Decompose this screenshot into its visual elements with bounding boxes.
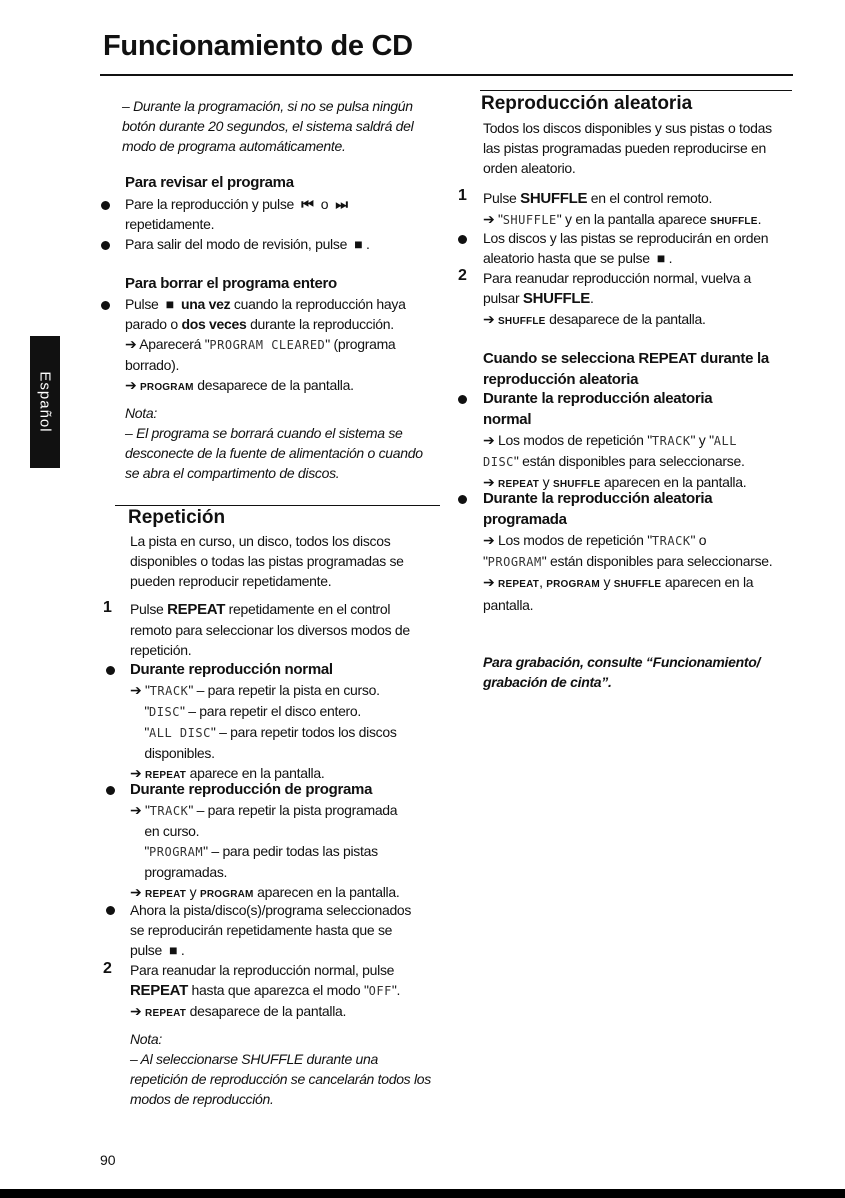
repeat-normal-modes bbox=[130, 659, 397, 786]
step-number: 1 bbox=[103, 599, 112, 616]
text-segment: disponibles. bbox=[130, 745, 215, 761]
text-segment: Durante reproducción normal bbox=[130, 661, 333, 678]
text-segment: . bbox=[177, 942, 185, 958]
display-indicator: SHUFFLE bbox=[552, 479, 601, 490]
text-segment: ➔ bbox=[130, 884, 146, 900]
text-segment: " – para repetir todos los discos bbox=[210, 724, 397, 740]
text-segment: repetición de reproducción se cancelarán todos los bbox=[130, 1071, 431, 1087]
text-segment: Pulse bbox=[130, 601, 168, 617]
section-rule bbox=[115, 505, 440, 506]
text-segment: pueden reproducir repetidamente. bbox=[130, 573, 332, 589]
display-text: SHUFFLE bbox=[502, 213, 557, 227]
text-segment: Para salir del modo de revisión, pulse bbox=[125, 236, 355, 252]
text-segment: " – para repetir la pista en curso. bbox=[188, 682, 380, 698]
text-segment: . bbox=[590, 290, 594, 306]
text-segment: o bbox=[313, 196, 336, 212]
shuffle-step-1 bbox=[483, 188, 761, 232]
repeat-step-2 bbox=[130, 960, 400, 1024]
bullet-icon bbox=[106, 666, 115, 675]
text-segment: desconecte de la fuente de alimentación o cuando bbox=[125, 445, 423, 461]
text-segment: modos de reproducción. bbox=[130, 1091, 274, 1107]
shuffle-step-2 bbox=[483, 268, 751, 332]
text-segment: " y en la pantalla aparece bbox=[556, 211, 711, 227]
display-text: DISC bbox=[483, 455, 514, 469]
text-segment: remoto para seleccionar los diversos modos de bbox=[130, 622, 410, 638]
heading-shuffle: Reproducción aleatoria bbox=[481, 93, 693, 114]
text-segment: aleatorio hasta que se pulse bbox=[483, 250, 657, 266]
display-text: PROGRAM CLEARED bbox=[209, 338, 326, 352]
text-segment: " bbox=[483, 553, 488, 569]
text-segment: en el control remoto. bbox=[587, 190, 713, 206]
text-segment: borrado). bbox=[125, 357, 180, 373]
text-segment: " (programa bbox=[325, 336, 396, 352]
text-segment: SHUFFLE bbox=[520, 190, 588, 207]
text-segment: repetición. bbox=[130, 642, 192, 658]
text-segment: orden aleatorio. bbox=[483, 160, 576, 176]
text-segment: REPEAT bbox=[167, 601, 226, 618]
text-segment: ➔ bbox=[483, 574, 499, 590]
text-segment: REPEAT bbox=[130, 982, 188, 999]
bullet-icon bbox=[106, 786, 115, 795]
shuffle-info bbox=[483, 228, 768, 268]
text-segment: ➔ bbox=[125, 377, 141, 393]
display-indicator: REPEAT bbox=[498, 479, 540, 490]
section-rule bbox=[480, 90, 792, 91]
text-segment: Durante reproducción de programa bbox=[130, 781, 373, 798]
text-segment: ". bbox=[391, 982, 401, 998]
text-segment bbox=[174, 296, 181, 312]
text-segment: " – para pedir todas las pistas bbox=[203, 843, 378, 859]
clear-note bbox=[125, 423, 423, 483]
text-segment: Pare la reproducción y pulse bbox=[125, 196, 302, 212]
text-segment: – Al seleccionarse SHUFFLE durante una bbox=[130, 1051, 378, 1067]
text-segment: desaparece de la pantalla. bbox=[193, 377, 354, 393]
text-segment: durante la reproducción. bbox=[246, 316, 394, 332]
text-segment: Durante la reproducción aleatoria bbox=[483, 390, 713, 407]
shuffle-program-repeat bbox=[483, 488, 772, 615]
text-segment: La pista en curso, un disco, todos los discos bbox=[130, 533, 391, 549]
text-segment: ■ bbox=[354, 236, 363, 252]
text-segment: " están disponibles para seleccionarse. bbox=[541, 553, 773, 569]
text-segment: aparecen en la pantalla. bbox=[600, 474, 747, 490]
text-segment: reproducción aleatoria bbox=[483, 371, 639, 388]
text-segment: aparecen en la pantalla. bbox=[253, 884, 400, 900]
text-segment: ➔ Los modos de repetición " bbox=[483, 532, 652, 548]
display-text: TRACK bbox=[149, 804, 189, 818]
display-indicator: REPEAT bbox=[145, 770, 187, 781]
text-segment: ➔ Aparecerá " bbox=[125, 336, 210, 352]
text-segment: ➔ " bbox=[483, 211, 503, 227]
text-segment: Todos los discos disponibles y sus pistas o todas bbox=[483, 120, 772, 136]
text-segment: ■ bbox=[656, 250, 666, 266]
title-rule bbox=[100, 74, 793, 76]
heading-review-program: Para revisar el programa bbox=[125, 174, 294, 191]
text-segment: desaparece de la pantalla. bbox=[545, 311, 706, 327]
text-segment: y bbox=[599, 574, 614, 590]
step-number: 2 bbox=[458, 267, 467, 284]
note-label: Nota: bbox=[130, 1031, 162, 1047]
page-title: Funcionamiento de CD bbox=[103, 30, 413, 62]
text-segment: ➔ bbox=[483, 474, 499, 490]
text-segment: " – para repetir el disco entero. bbox=[179, 703, 361, 719]
display-indicator: REPEAT bbox=[145, 889, 187, 900]
step-number: 2 bbox=[103, 960, 112, 977]
text-segment: " y " bbox=[690, 432, 714, 448]
programming-timeout-note bbox=[122, 96, 413, 156]
display-text: ALL bbox=[713, 434, 737, 448]
text-segment: ■ bbox=[165, 296, 174, 312]
heading-repeat: Repetición bbox=[128, 507, 226, 528]
language-tab bbox=[30, 336, 60, 468]
shuffle-normal-repeat bbox=[483, 388, 746, 495]
bullet-icon bbox=[458, 395, 467, 404]
review-step-2 bbox=[125, 234, 370, 254]
text-segment: aparece en la pantalla. bbox=[186, 765, 325, 781]
bottom-bar bbox=[0, 1189, 845, 1198]
repeat-program-modes bbox=[130, 779, 399, 905]
text-segment: repetidamente. bbox=[125, 216, 215, 232]
bullet-icon bbox=[458, 495, 467, 504]
text-segment: aparecen en la bbox=[661, 574, 754, 590]
text-segment: cuando la reproducción haya bbox=[230, 296, 406, 312]
text-segment: " – para repetir la pista programada bbox=[188, 802, 398, 818]
text-segment: . bbox=[757, 211, 762, 227]
text-segment: . bbox=[665, 250, 673, 266]
text-segment: ➔ bbox=[130, 765, 146, 781]
display-indicator: PROGRAM bbox=[546, 579, 600, 590]
text-segment: ⏭ bbox=[335, 196, 348, 212]
text-segment: y bbox=[186, 884, 200, 900]
display-indicator: SHUFFLE bbox=[710, 216, 758, 227]
text-segment: pulse bbox=[130, 942, 170, 958]
bullet-icon bbox=[106, 906, 115, 915]
text-segment: botón durante 20 segundos, el sistema saldrá del bbox=[122, 118, 414, 134]
text-segment: hasta que aparezca el modo " bbox=[187, 982, 369, 998]
language-tab-label: Español bbox=[36, 371, 54, 433]
text-segment: Los discos y las pistas se reproducirán en orden bbox=[483, 230, 769, 246]
step-number: 1 bbox=[458, 187, 467, 204]
display-text: OFF bbox=[368, 984, 392, 998]
text-segment: pulsar bbox=[483, 290, 523, 306]
display-indicator: PROGRAM bbox=[199, 889, 254, 900]
page-number: 90 bbox=[100, 1152, 116, 1168]
text-segment: – Durante la programación, si no se pulsa ningún bbox=[122, 98, 413, 114]
repeat-intro bbox=[130, 531, 404, 591]
display-indicator: REPEAT bbox=[145, 1008, 187, 1019]
text-segment: ➔ " bbox=[130, 682, 150, 698]
text-segment: ➔ bbox=[483, 311, 499, 327]
display-text: TRACK bbox=[651, 434, 691, 448]
text-segment: disponibles o todas las pistas programadas se bbox=[130, 553, 404, 569]
text-segment: ➔ Los modos de repetición " bbox=[483, 432, 652, 448]
text-segment: programada bbox=[483, 511, 567, 528]
display-indicator: SHUFFLE bbox=[498, 316, 546, 327]
text-segment: y bbox=[539, 474, 553, 490]
text-segment: " bbox=[130, 724, 150, 740]
text-segment: " están disponibles para seleccionarse. bbox=[513, 453, 745, 469]
display-text: ALL DISC bbox=[149, 726, 211, 740]
display-text: PROGRAM bbox=[149, 845, 204, 859]
display-text: TRACK bbox=[651, 534, 691, 548]
text-segment: Pulse bbox=[483, 190, 521, 206]
display-indicator: PROGRAM bbox=[140, 382, 194, 393]
clear-step bbox=[125, 294, 406, 398]
text-segment: se abra el compartimento de discos. bbox=[125, 465, 340, 481]
text-segment: pantalla. bbox=[483, 597, 534, 613]
shuffle-cancel-note bbox=[130, 1049, 431, 1109]
bullet-icon bbox=[458, 235, 467, 244]
text-segment: Durante la reproducción aleatoria bbox=[483, 490, 713, 507]
display-text: TRACK bbox=[149, 684, 189, 698]
bullet-icon bbox=[101, 241, 110, 250]
display-indicator: REPEAT bbox=[498, 579, 540, 590]
text-segment: modo de programa automáticamente. bbox=[122, 138, 346, 154]
text-segment: normal bbox=[483, 411, 532, 428]
text-segment: Para grabación, consulte “Funcionamiento/ bbox=[483, 654, 761, 670]
text-segment: Para reanudar reproducción normal, vuelva a bbox=[483, 270, 752, 286]
text-segment: repetidamente en el control bbox=[225, 601, 391, 617]
shuffle-intro bbox=[483, 118, 772, 178]
note-label: Nota: bbox=[125, 405, 157, 421]
text-segment: desaparece de la pantalla. bbox=[186, 1003, 347, 1019]
text-segment: una vez bbox=[181, 296, 231, 312]
text-segment: Ahora la pista/disco(s)/programa seleccionados bbox=[130, 902, 412, 918]
text-segment: ➔ bbox=[130, 1003, 146, 1019]
review-step-1 bbox=[125, 194, 348, 234]
bullet-icon bbox=[101, 301, 110, 310]
text-segment: programadas. bbox=[130, 864, 228, 880]
repeat-active-info bbox=[130, 900, 411, 960]
bullet-icon bbox=[101, 201, 110, 210]
heading-clear-program: Para borrar el programa entero bbox=[125, 275, 337, 292]
heading-repeat-during-shuffle bbox=[483, 348, 769, 390]
text-segment: ■ bbox=[169, 942, 178, 958]
display-text: DISC bbox=[149, 705, 180, 719]
text-segment: . bbox=[362, 236, 370, 252]
display-text: PROGRAM bbox=[487, 555, 542, 569]
text-segment: Pulse bbox=[125, 296, 166, 312]
text-segment: " bbox=[130, 703, 150, 719]
text-segment: ➔ " bbox=[130, 802, 150, 818]
repeat-step-1 bbox=[130, 599, 410, 660]
text-segment: grabación de cinta”. bbox=[483, 674, 612, 690]
display-indicator: SHUFFLE bbox=[613, 579, 662, 590]
text-segment: ⏮ bbox=[301, 196, 314, 212]
text-segment: las pistas programadas pueden reproducirse en bbox=[483, 140, 767, 156]
recording-reference bbox=[483, 652, 760, 692]
text-segment: dos veces bbox=[181, 316, 247, 332]
text-segment: SHUFFLE bbox=[522, 290, 590, 307]
text-segment: se reproducirán repetidamente hasta que se bbox=[130, 922, 393, 938]
text-segment: Cuando se selecciona REPEAT durante la bbox=[483, 350, 769, 367]
text-segment: Para reanudar la reproducción normal, pulse bbox=[130, 962, 395, 978]
text-segment: , bbox=[539, 574, 547, 590]
text-segment: en curso. bbox=[130, 823, 200, 839]
text-segment: – El programa se borrará cuando el sistema se bbox=[125, 425, 403, 441]
text-segment: " bbox=[130, 843, 150, 859]
text-segment: parado o bbox=[125, 316, 182, 332]
text-segment: " o bbox=[690, 532, 707, 548]
